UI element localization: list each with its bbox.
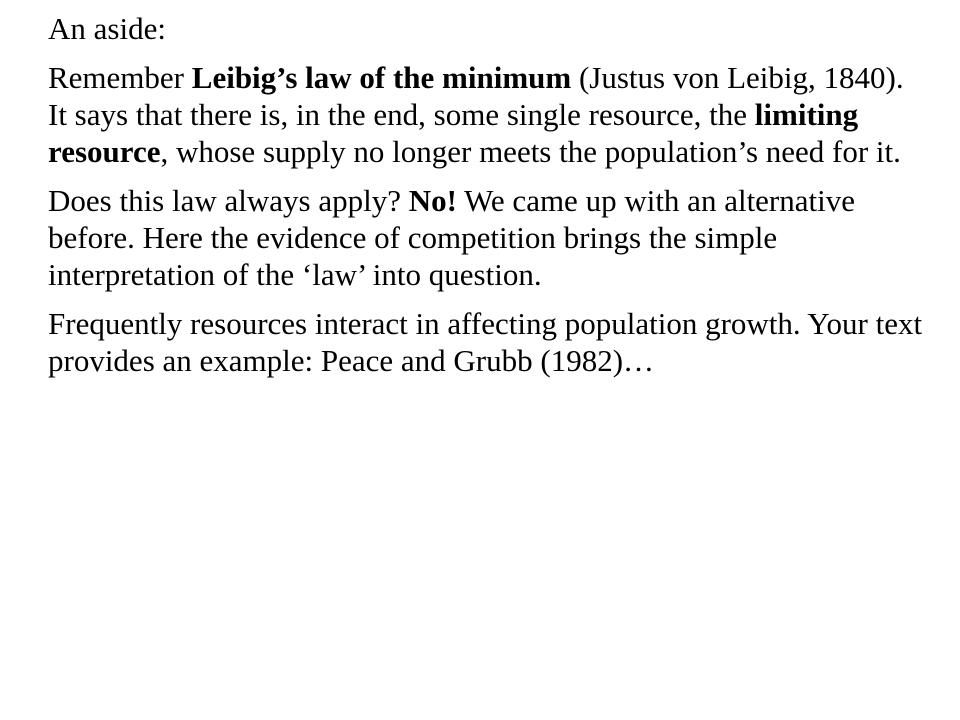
bold-term-law-of-minimum: Leibig’s law of the minimum (191, 60, 572, 95)
text-span: (Justus von Leibig, 1840). It says that there is, in the end, some single resource, the (48, 60, 904, 132)
text-span: Does this law always apply? (48, 183, 409, 218)
paragraph-resources-interact (48, 305, 928, 379)
text-span: , whose supply no longer meets the population’s need for it. (160, 134, 901, 169)
text-span: Frequently resources interact in affecting population growth. Your text provides an example: Peace and Grubb (1982)… (48, 306, 923, 378)
paragraph-does-law-apply (48, 182, 928, 293)
bold-term-limiting-resource: limiting resource (48, 97, 859, 169)
slide-body (48, 10, 928, 391)
paragraph-leibig-law (48, 59, 928, 170)
text-span: We came up with an alternative before. Here the evidence of competition brings the simple interpretation of the ‘law’ into question. (48, 183, 856, 292)
bold-answer-no: No! (408, 183, 457, 218)
text-span: Remember (48, 60, 192, 95)
slide-heading: An aside: (48, 11, 166, 46)
